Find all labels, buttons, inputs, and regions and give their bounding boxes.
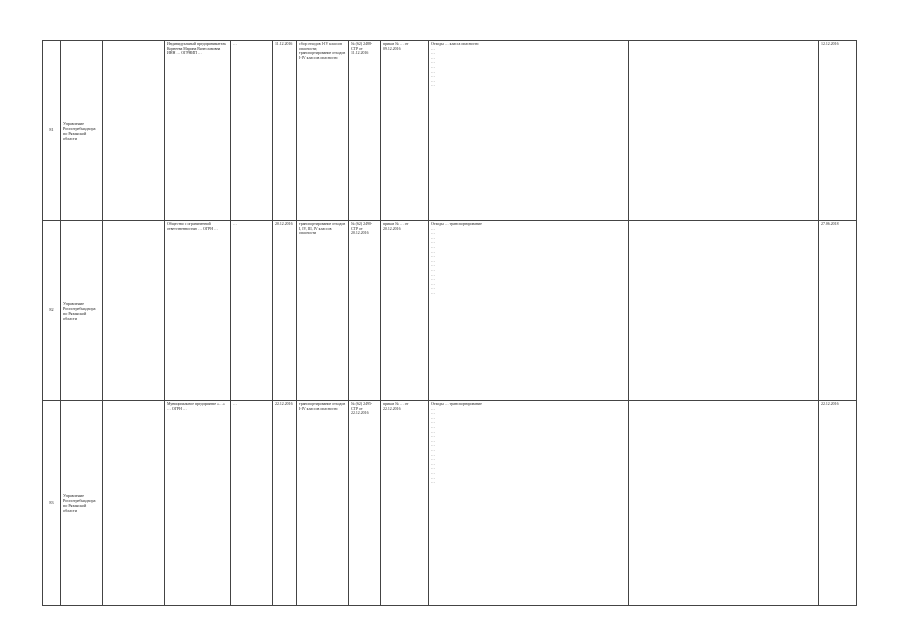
licensing-authority: Управление Роспотребнадзора по Рязанской области — [61, 221, 103, 401]
licensee-details: Индивидуальный предприниматель Корнеева Марина Вячеславовна ИНН … ОГРНИП … — [165, 41, 231, 221]
license-number: № (62) 2488-СТР от 11.12.2016 — [349, 41, 381, 221]
table-row — [43, 401, 857, 606]
expiry-date: 22.12.2016 — [819, 401, 857, 606]
expiry-date: 12.12.2016 — [819, 41, 857, 221]
licensing-authority: Управление Роспотребнадзора по Рязанской области — [61, 401, 103, 606]
empty-cell — [629, 401, 819, 606]
licensee-details: Муниципальное предприятие «…» … ОГРН … — [165, 401, 231, 606]
licensee-details: Общество с ограниченной ответственностью … ОГРН … — [165, 221, 231, 401]
expiry-date: 27.06.2018 — [819, 221, 857, 401]
row-number: 81 — [43, 41, 61, 221]
license-number: № (62) 2490-СТР от 20.12.2016 — [349, 221, 381, 401]
table-row — [43, 221, 857, 401]
license-number: № (62) 2495-СТР от 22.12.2016 — [349, 401, 381, 606]
table-row — [43, 41, 857, 221]
waste-types-list: Отходы … транспортирование … … … … … … … … … … … … … … … … … — [429, 401, 629, 606]
decision-date: 22.12.2016 — [273, 401, 297, 606]
decision-date: 20.12.2016 — [273, 221, 297, 401]
licensing-authority: Управление Роспотребнадзора по Рязанской области — [61, 41, 103, 221]
row-number: 83 — [43, 401, 61, 606]
license-register-table — [42, 40, 857, 606]
empty-cell — [103, 401, 165, 606]
empty-cell — [629, 41, 819, 221]
licensee-inn: … — [231, 401, 273, 606]
licensee-inn: … — [231, 41, 273, 221]
row-number: 82 — [43, 221, 61, 401]
licensed-activity: сбор отходов I-IV классов опасности; транспортирование отходов I-IV классов опасности — [297, 41, 349, 221]
licensee-inn: … — [231, 221, 273, 401]
empty-cell — [103, 221, 165, 401]
waste-types-list: Отходы … класса опасности … … … … … … … … … — [429, 41, 629, 221]
licensed-activity: транспортирование отходов I-IV классов опасности — [297, 401, 349, 606]
order-details: приказ № … от 09.12.2016 — [381, 41, 429, 221]
waste-types-list: Отходы … транспортирование … … … … … … … … … … … … … … … — [429, 221, 629, 401]
decision-date: 11.12.2016 — [273, 41, 297, 221]
order-details: приказ № … от 20.12.2016 — [381, 221, 429, 401]
empty-cell — [103, 41, 165, 221]
empty-cell — [629, 221, 819, 401]
licensed-activity: транспортирование отходов I, IV, III, IV классов опасности — [297, 221, 349, 401]
order-details: приказ № … от 22.12.2016 — [381, 401, 429, 606]
